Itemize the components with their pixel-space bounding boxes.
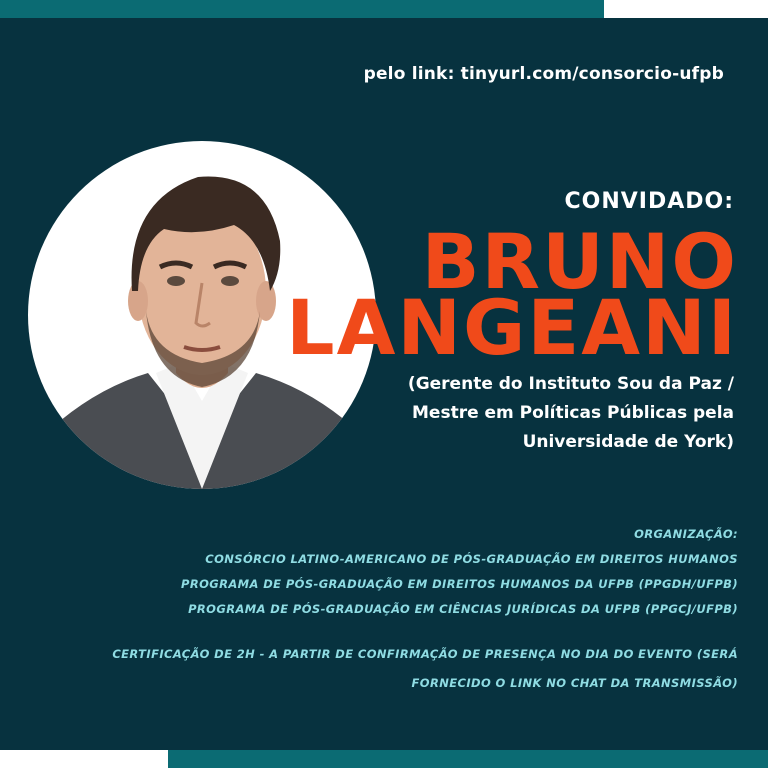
organization-line: PROGRAMA DE PÓS-GRADUAÇÃO EM DIREITOS HUMANOS DA UFPB (PPGDH/UFPB) bbox=[181, 577, 738, 591]
event-link-text: pelo link: tinyurl.com/consorcio-ufpb bbox=[363, 64, 724, 84]
guest-first-name: BRUNO bbox=[421, 217, 738, 306]
guest-role bbox=[374, 370, 734, 457]
certification-line: FORNECIDO O LINK NO CHAT DA TRANSMISSÃO) bbox=[411, 676, 738, 690]
bottom-accent-bar bbox=[168, 750, 768, 768]
organization-line: PROGRAMA DE PÓS-GRADUAÇÃO EM CIÊNCIAS JURÍDICAS DA UFPB (PPGCJ/UFPB) bbox=[188, 602, 738, 616]
guest-last-name: LANGEANI bbox=[286, 283, 738, 372]
guest-role-line: Universidade de York) bbox=[522, 432, 734, 452]
organization-line: CONSÓRCIO LATINO-AMERICANO DE PÓS-GRADUAÇÃO EM DIREITOS HUMANOS bbox=[205, 552, 738, 566]
guest-label: CONVIDADO: bbox=[564, 189, 734, 214]
bottom-white-bar bbox=[0, 750, 168, 768]
certification-block bbox=[18, 640, 738, 698]
guest-role-line: Mestre em Políticas Públicas pela bbox=[412, 403, 734, 423]
organization-block bbox=[38, 522, 738, 622]
top-white-bar bbox=[604, 0, 768, 18]
certification-line: CERTIFICAÇÃO DE 2H - A PARTIR DE CONFIRMAÇÃO DE PRESENÇA NO DIA DO EVENTO (SERÁ bbox=[112, 647, 738, 661]
top-accent-bar bbox=[0, 0, 604, 18]
organization-heading: ORGANIZAÇÃO: bbox=[634, 527, 738, 541]
guest-role-line: (Gerente do Instituto Sou da Paz / bbox=[407, 374, 734, 394]
